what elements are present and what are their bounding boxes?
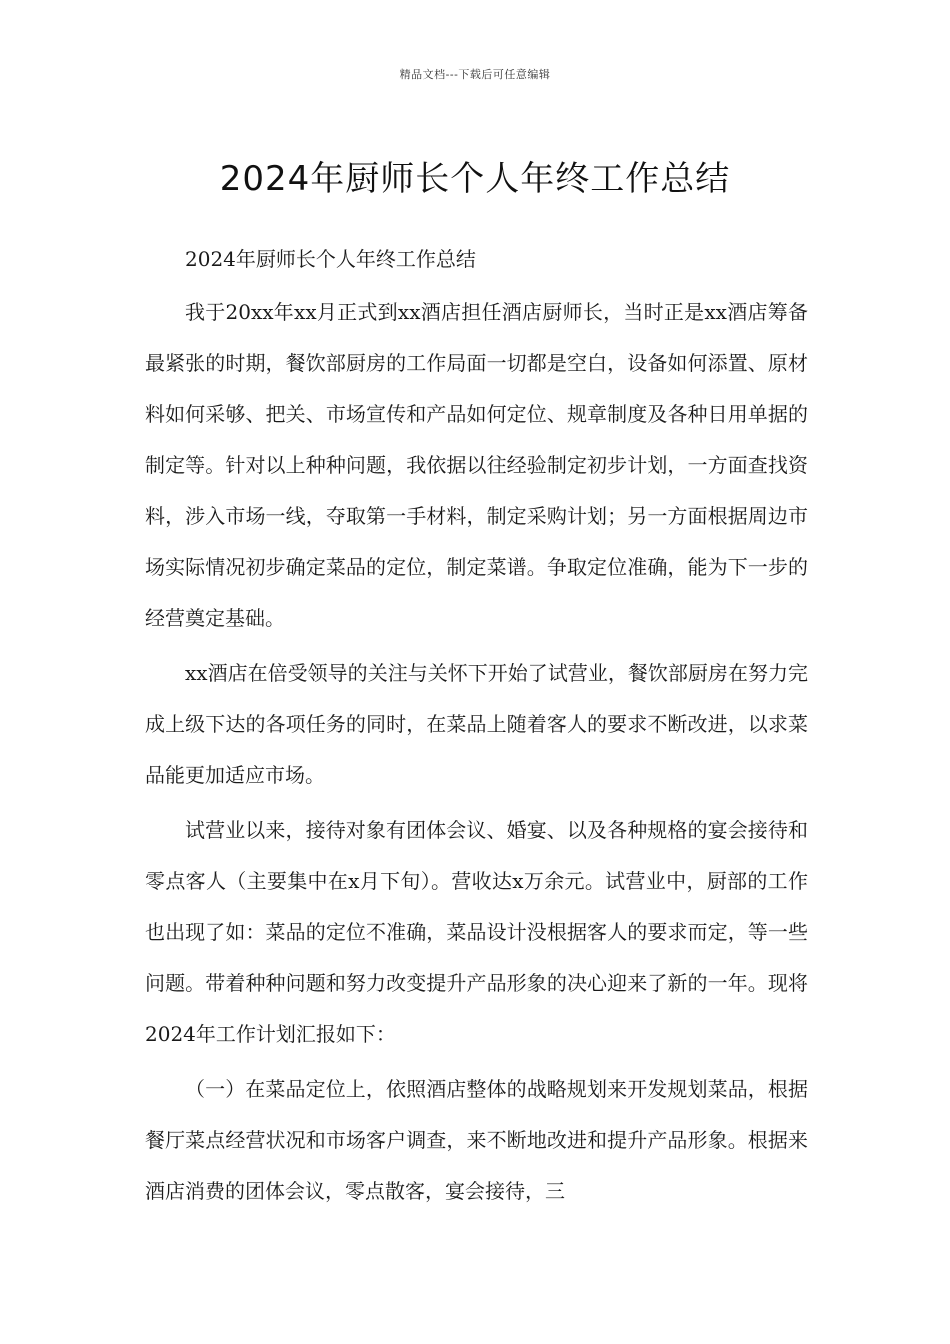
paragraph: （一）在菜品定位上，依照酒店整体的战略规划来开发规划菜品，根据餐厅菜点经营状况和市场客户调查，来不断地改进和提升产品形象。根据来酒店消费的团体会议，零点散客，宴会接待，三 <box>145 1077 808 1203</box>
document-subtitle: 2024年厨师长个人年终工作总结 <box>185 247 476 271</box>
document-body <box>145 234 808 1221</box>
paragraph: 试营业以来，接待对象有团体会议、婚宴、以及各种规格的宴会接待和零点客人（主要集中在x月下旬）。营收达x万余元。试营业中，厨部的工作也出现了如：菜品的定位不准确，菜品设计没根据客人的要求而定，等一些问题。带着种种问题和努力改变提升产品形象的决心迎来了新的一年。现将2024年工作计划汇报如下： <box>145 818 808 1046</box>
document-title: 2024年厨师长个人年终工作总结 <box>219 158 731 199</box>
paragraph: xx酒店在倍受领导的关注与关怀下开始了试营业，餐饮部厨房在努力完成上级下达的各项任务的同时，在菜品上随着客人的要求不断改进，以求菜品能更加适应市场。 <box>145 661 808 787</box>
page-header: 精品文档---下载后可任意编辑 <box>399 68 551 81</box>
paragraph: 我于20xx年xx月正式到xx酒店担任酒店厨师长，当时正是xx酒店筹备最紧张的时期，餐饮部厨房的工作局面一切都是空白，设备如何添置、原材料如何采够、把关、市场宣传和产品如何定位、规章制度及各种日用单据的制定等。针对以上种种问题，我依据以往经验制定初步计划，一方面查找资料，涉入市场一线，夺取第一手材料，制定采购计划；另一方面根据周边市场实际情况初步确定菜品的定位，制定菜谱。争取定位准确，能为下一步的经营奠定基础。 <box>145 300 808 630</box>
